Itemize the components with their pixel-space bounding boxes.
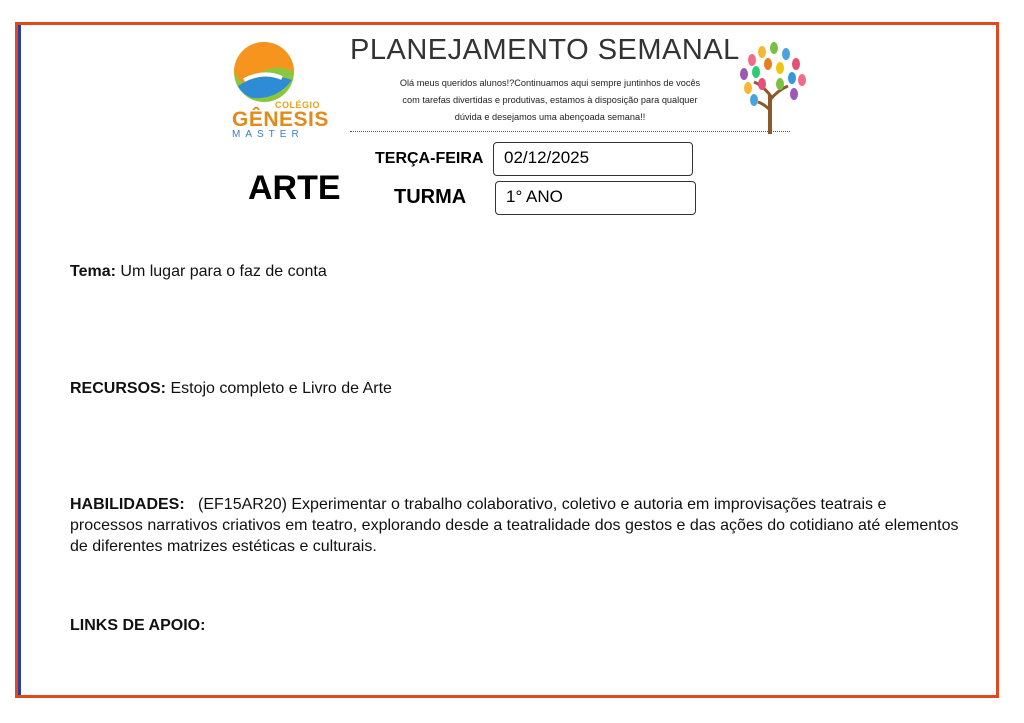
header-divider — [350, 131, 790, 132]
turma-field: 1° ANO — [495, 181, 696, 215]
logo-text-master: MASTER — [232, 129, 304, 140]
recursos-section — [70, 378, 960, 399]
logo-text-colegio: COLÉGIO — [275, 100, 321, 110]
page-frame-accent — [18, 25, 21, 695]
logo-text-genesis: GÊNESIS — [232, 108, 329, 131]
subject-title: ARTE — [248, 169, 341, 207]
tema-text: Um lugar para o faz de conta — [120, 263, 327, 280]
recursos-label: RECURSOS: — [70, 380, 167, 397]
weekday-label: TERÇA-FEIRA — [375, 150, 484, 167]
habilidades-section — [70, 494, 960, 557]
tema-section — [70, 261, 960, 282]
links-label: LINKS DE APOIO: — [70, 617, 206, 634]
greeting-line: com tarefas divertidas e produtivas, estamos à disposição para qualquer — [402, 95, 698, 105]
habilidades-label: HABILIDADES: — [70, 496, 185, 513]
turma-label: TURMA — [394, 186, 467, 208]
tema-label: Tema: — [70, 263, 116, 280]
recursos-text: Estojo completo e Livro de Arte — [170, 380, 392, 397]
colorful-tree-icon — [732, 40, 810, 134]
habilidades-text: (EF15AR20) Experimentar o trabalho colaborativo, coletivo e autoria em improvisações teatrais e processos narrativos criativos em teatro, explorando desde a teatralidade dos gestos e das ações do cotidiano até elementos de diferentes matrizes estéticas e culturais. — [70, 496, 959, 555]
page-title: PLANEJAMENTO SEMANAL — [350, 34, 740, 66]
greeting-message — [372, 75, 728, 126]
date-field: 02/12/2025 — [493, 142, 693, 176]
greeting-line: dúvida e desejamos uma abençoada semana!! — [454, 112, 646, 122]
greeting-line: Olá meus queridos alunos!?Continuamos aqui sempre juntinhos de vocês — [399, 78, 701, 88]
links-section — [70, 615, 960, 636]
